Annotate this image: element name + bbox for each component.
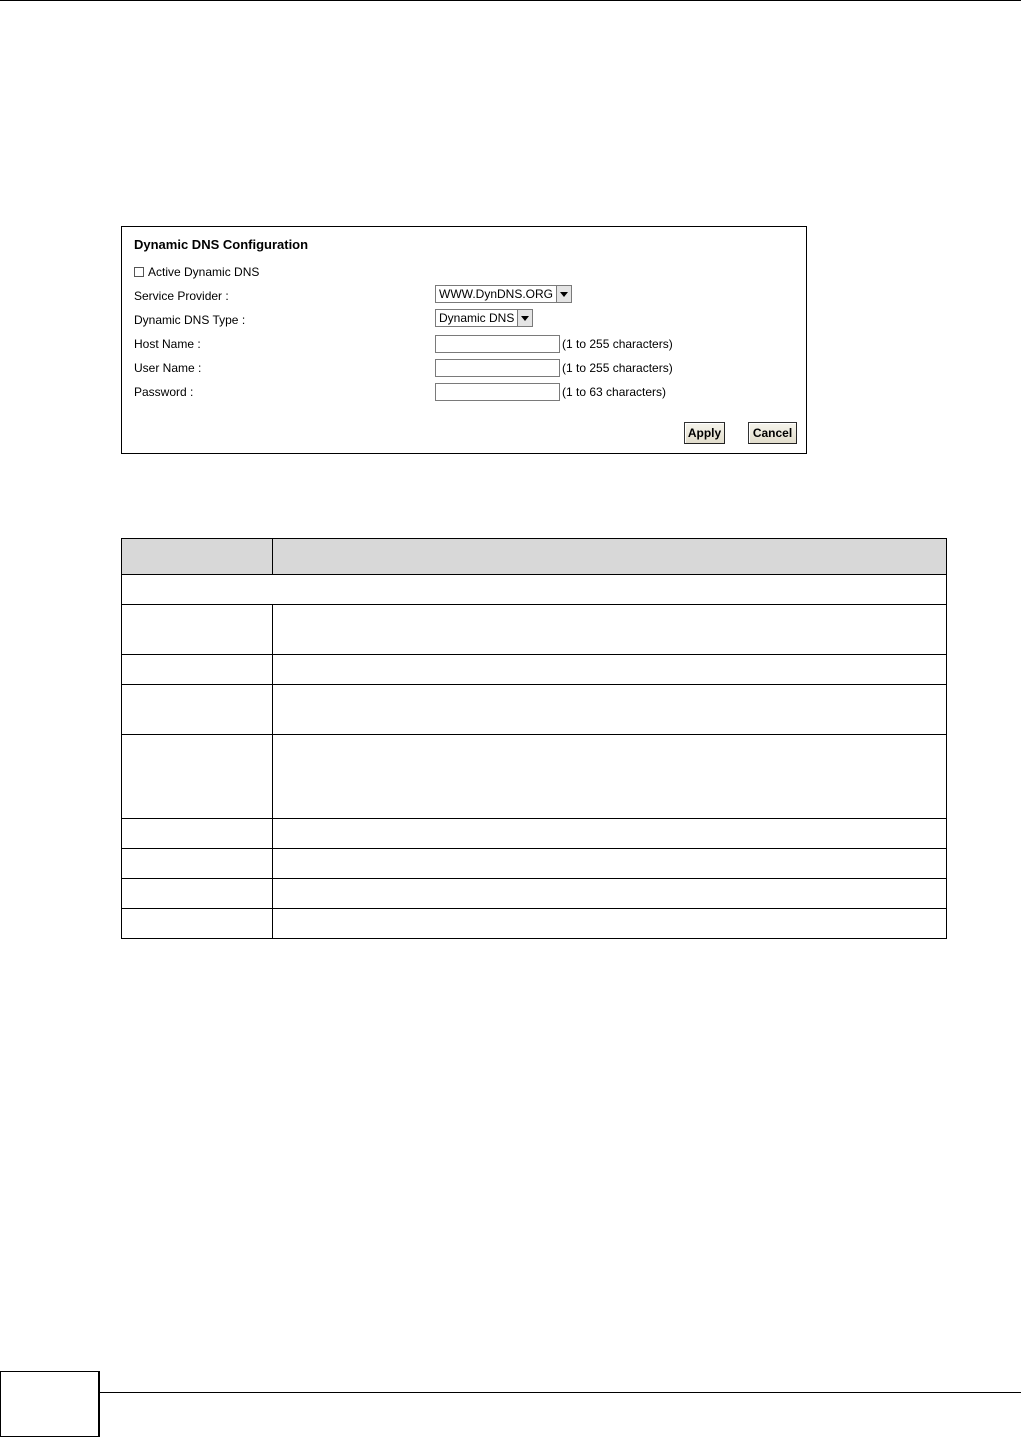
table-label-cell <box>122 819 273 849</box>
dns-type-select[interactable] <box>435 309 533 327</box>
table-row <box>122 909 947 939</box>
table-row <box>122 879 947 909</box>
table-label-cell <box>122 909 273 939</box>
table-description-cell <box>273 849 947 879</box>
user-name-input[interactable] <box>435 359 560 377</box>
table-row <box>122 735 947 819</box>
checkbox-icon[interactable] <box>134 267 144 277</box>
password-hint: (1 to 63 characters) <box>562 385 667 399</box>
table-label-cell <box>122 655 273 685</box>
dns-type-value: Dynamic DNS <box>439 311 515 325</box>
password-control <box>435 383 666 401</box>
host-name-control <box>435 335 673 353</box>
table-description-cell <box>273 685 947 735</box>
dns-type-label: Dynamic DNS Type : <box>134 313 246 327</box>
table-section-cell <box>122 575 947 605</box>
active-dynamic-dns-label: Active Dynamic DNS <box>148 265 260 279</box>
dynamic-dns-panel <box>121 226 807 454</box>
field-description-table <box>121 538 947 939</box>
chevron-down-icon[interactable] <box>556 286 571 302</box>
user-name-label: User Name : <box>134 361 202 375</box>
table-row <box>122 685 947 735</box>
user-name-control <box>435 359 673 377</box>
service-provider-select[interactable] <box>435 285 572 303</box>
table-description-cell <box>273 605 947 655</box>
panel-title: Dynamic DNS Configuration <box>134 237 309 252</box>
service-provider-label: Service Provider : <box>134 289 229 303</box>
table-description-cell <box>273 819 947 849</box>
service-provider-control <box>435 285 572 303</box>
active-dynamic-dns-row[interactable] <box>134 265 259 279</box>
table-row <box>122 655 947 685</box>
table-header-description-cell <box>273 539 947 575</box>
table-description-cell <box>273 735 947 819</box>
table-label-cell <box>122 685 273 735</box>
dns-type-control <box>435 309 533 327</box>
table-label-cell <box>122 605 273 655</box>
chevron-down-icon[interactable] <box>517 310 532 326</box>
table-description-cell <box>273 909 947 939</box>
host-name-label: Host Name : <box>134 337 201 351</box>
table-label-cell <box>122 849 273 879</box>
table-header-row <box>122 539 947 575</box>
table-row <box>122 849 947 879</box>
page-number-box <box>0 1371 100 1437</box>
footer-rule <box>100 1392 1021 1393</box>
password-input[interactable] <box>435 383 560 401</box>
table-row <box>122 605 947 655</box>
table-row <box>122 575 947 605</box>
user-name-hint: (1 to 255 characters) <box>562 361 673 375</box>
service-provider-value: WWW.DynDNS.ORG <box>439 287 553 301</box>
host-name-input[interactable] <box>435 335 560 353</box>
table-header-label-cell <box>122 539 273 575</box>
table-label-cell <box>122 879 273 909</box>
password-label: Password : <box>134 385 194 399</box>
table-label-cell <box>122 735 273 819</box>
table-row <box>122 819 947 849</box>
cancel-button[interactable]: Cancel <box>748 422 797 444</box>
apply-button[interactable]: Apply <box>684 422 725 444</box>
table-description-cell <box>273 655 947 685</box>
table-description-cell <box>273 879 947 909</box>
header-rule <box>0 0 1021 1</box>
host-name-hint: (1 to 255 characters) <box>562 337 673 351</box>
